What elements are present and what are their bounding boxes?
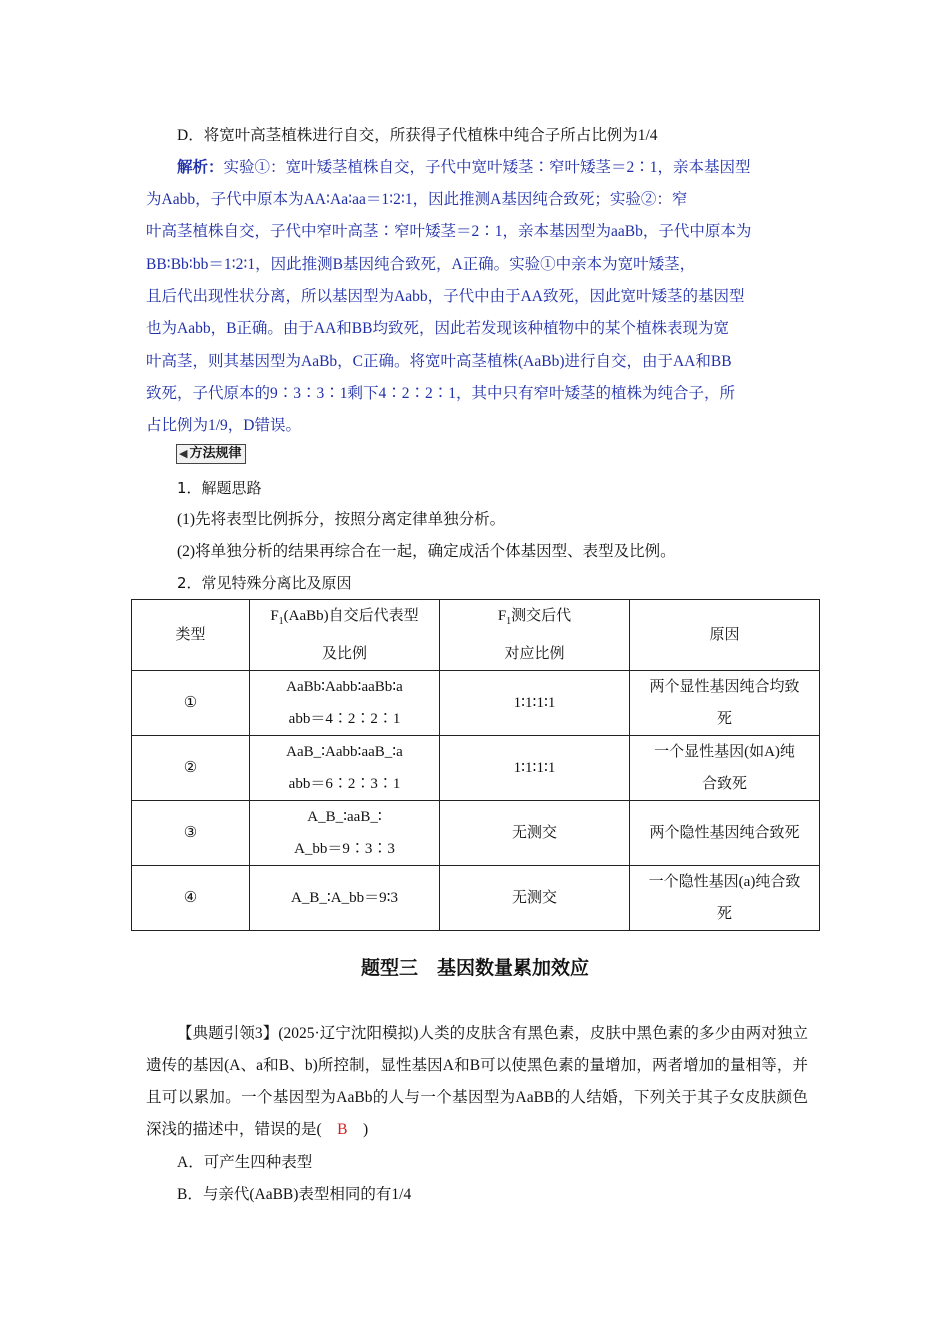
- row-self: A_B_∶A_bb＝9∶3: [250, 866, 440, 931]
- header-testcross: $F_1$测交后代 对应比例: [440, 600, 630, 671]
- row-type: ①: [132, 671, 250, 736]
- row-self: AaB_∶Aabb∶aaB_∶a abb＝6∶2∶3∶1: [250, 736, 440, 801]
- option-a: A．可产生四种表型: [177, 1154, 313, 1171]
- answer-mark: B: [337, 1121, 348, 1138]
- row-type: ②: [132, 736, 250, 801]
- analysis-line-2: 为Aabb，子代中原本为AA∶Aa∶aa＝1∶2∶1，因此推测A基因纯合致死；实验②：窄: [146, 191, 688, 208]
- question-lead: 【典题引领3】: [177, 1025, 279, 1042]
- row-self: A_B_∶aaB_∶ A_bb＝9∶3∶3: [250, 801, 440, 866]
- row-reason: 一个显性基因(如A)纯 合致死: [630, 736, 820, 801]
- method-point-1: (1)先将表型比例拆分，按照分离定律单独分析。: [177, 511, 506, 528]
- speaker-icon: ◀: [179, 447, 188, 460]
- analysis-line-8: 致死，子代原本的9∶3∶3∶1剩下4∶2∶2∶1，其中只有窄叶矮茎的植株为纯合子，所: [146, 385, 736, 402]
- table-row: [132, 801, 820, 866]
- analysis-line-7: 叶高茎，则其基因型为AaBb，C正确。将宽叶高茎植株(AaBb)进行自交，由于AA和BB: [146, 353, 732, 370]
- separation-ratio-table: [131, 599, 820, 931]
- analysis-label: 解析：: [177, 159, 224, 176]
- method-point-2: (2)将单独分析的结果再综合在一起，确定成活个体基因型、表型及比例。: [177, 543, 676, 560]
- analysis-line-6: 也为Aabb，B正确。由于AA和BB均致死，因此若发现该种植物中的某个植株表现为宽: [146, 320, 729, 337]
- table-row: [132, 866, 820, 931]
- row-test: 1∶1∶1∶1: [440, 736, 630, 801]
- header-f1-self: $F_1(AaBb)$自交后代表型 及比例: [250, 600, 440, 671]
- row-test: 1∶1∶1∶1: [440, 671, 630, 736]
- method-badge-label: 方法规律: [189, 446, 242, 461]
- analysis-line-9: 占比例为1/9，D错误。: [146, 417, 302, 434]
- table-row: [132, 671, 820, 736]
- analysis-line-4: BB∶Bb∶bb＝1∶2∶1，因此推测B基因纯合致死，A正确。实验①中亲本为宽叶矮茎，: [146, 256, 696, 273]
- header-type: 类型: [132, 600, 250, 671]
- row-type: ③: [132, 801, 250, 866]
- option-d: D．将宽叶高茎植株进行自交，所获得子代植株中纯合子所占比例为1/4: [177, 127, 658, 144]
- table-row: [132, 736, 820, 801]
- row-reason: 一个隐性基因(a)纯合致 死: [630, 866, 820, 931]
- row-test: 无测交: [440, 866, 630, 931]
- row-type: ④: [132, 866, 250, 931]
- analysis-line-3: 叶高茎植株自交，子代中窄叶高茎∶窄叶矮茎＝2∶1，亲本基因型为aaBb，子代中原本为: [146, 223, 752, 240]
- row-reason: 两个隐性基因纯合致死: [630, 801, 820, 866]
- question-stem: 【典题引领3】(2025·辽宁沈阳模拟)人类的皮肤含有黑色素，皮肤中黑色素的多少由两对独立遗传的基因(A、a和B、b)所控制，显性基因A和B可以使黑色素的量增加，两者增加的量相等，并且可以累加。一个基因型为AaBb的人与一个基因型为AaBB的人结婚，下列关于其子女皮肤颜色深浅的描述中，错误的是( B ): [146, 1025, 808, 1138]
- row-test: 无测交: [440, 801, 630, 866]
- option-b: B．与亲代(AaBB)表型相同的有1/4: [177, 1186, 412, 1203]
- header-reason: 原因: [630, 600, 820, 671]
- method-badge: [176, 444, 246, 464]
- analysis-line-5: 且后代出现性状分离，所以基因型为Aabb，子代中由于AA致死，因此宽叶矮茎的基因型: [146, 288, 745, 305]
- method-heading-2: 2．常见特殊分离比及原因: [177, 574, 352, 592]
- table-header-row: [132, 600, 820, 671]
- section-title: 题型三 基因数量累加效应: [360, 957, 589, 979]
- row-self: AaBb∶Aabb∶aaBb∶a abb＝4∶2∶2∶1: [250, 671, 440, 736]
- analysis-line-1: 解析：实验①：宽叶矮茎植株自交，子代中宽叶矮茎∶窄叶矮茎＝2∶1，亲本基因型: [177, 159, 751, 176]
- method-heading-1: 1．解题思路: [177, 479, 262, 497]
- row-reason: 两个显性基因纯合均致 死: [630, 671, 820, 736]
